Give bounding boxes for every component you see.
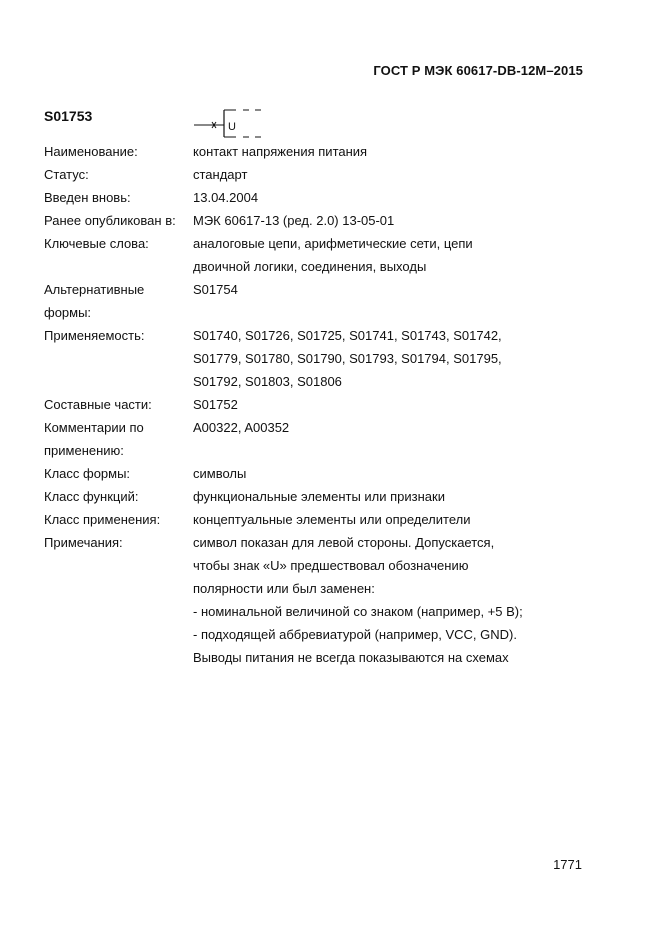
attribute-value-line: символ показан для левой стороны. Допускается, xyxy=(193,535,495,550)
attribute-value xyxy=(193,485,604,508)
attribute-row xyxy=(44,232,604,278)
attribute-row xyxy=(44,278,604,324)
attribute-value xyxy=(193,140,604,163)
attribute-value-line: S01779, S01780, S01790, S01793, S01794, S01795, xyxy=(193,351,502,366)
attribute-row xyxy=(44,324,604,393)
attribute-row xyxy=(44,508,604,531)
attribute-value xyxy=(193,209,604,232)
attribute-value-line: S01754 xyxy=(193,282,238,297)
attribute-value-line: контакт напряжения питания xyxy=(193,144,368,159)
attribute-label xyxy=(44,278,193,324)
attribute-label xyxy=(44,232,193,278)
attribute-label-line: Применяемость: xyxy=(44,328,145,343)
attribute-label xyxy=(44,324,193,393)
attribute-value xyxy=(193,186,604,209)
attribute-value-line: полярности или был заменен: xyxy=(193,581,375,596)
attribute-value xyxy=(193,508,604,531)
attribute-value xyxy=(193,278,604,324)
attribute-value-line: 13.04.2004 xyxy=(193,190,259,205)
attribute-value-line: - номинальной величиной со знаком (например, +5 В); xyxy=(193,604,523,619)
attribute-label xyxy=(44,140,193,163)
attribute-label xyxy=(44,209,193,232)
attribute-value-line: Выводы питания не всегда показываются на схемах xyxy=(193,650,509,665)
attribute-label-line: Ключевые слова: xyxy=(44,236,149,251)
page-number: 1771 xyxy=(553,857,582,872)
attribute-table xyxy=(44,140,604,669)
attribute-label-line: Наименование: xyxy=(44,144,138,159)
attribute-value-line: S01752 xyxy=(193,397,238,412)
attribute-value xyxy=(193,324,604,393)
attribute-value xyxy=(193,232,604,278)
attribute-label xyxy=(44,508,193,531)
symbol-letter: U xyxy=(228,121,236,133)
attribute-label-line: Составные части: xyxy=(44,397,152,412)
attribute-label xyxy=(44,393,193,416)
attribute-label xyxy=(44,186,193,209)
attribute-value-line: чтобы знак «U» предшествовал обозначению xyxy=(193,558,469,573)
attribute-row xyxy=(44,209,604,232)
attribute-label-line: применению: xyxy=(44,443,124,458)
attribute-label-line: Комментарии по xyxy=(44,420,144,435)
document-standard-header: ГОСТ Р МЭК 60617-DB-12М–2015 xyxy=(373,63,583,78)
attribute-row xyxy=(44,393,604,416)
attribute-value-line: функциональные элементы или признаки xyxy=(193,489,445,504)
attribute-label-line: Класс формы: xyxy=(44,466,131,481)
attribute-row xyxy=(44,140,604,163)
attribute-value-line: символы xyxy=(193,466,247,481)
attribute-value xyxy=(193,416,604,462)
attribute-value-line: концептуальные элементы или определители xyxy=(193,512,471,527)
attribute-label xyxy=(44,416,193,462)
attribute-value xyxy=(193,531,604,669)
attribute-label xyxy=(44,462,193,485)
attribute-value-line: S01740, S01726, S01725, S01741, S01743, S01742, xyxy=(193,328,502,343)
attribute-label-line: Класс функций: xyxy=(44,489,139,504)
attribute-value xyxy=(193,163,604,186)
attribute-row xyxy=(44,462,604,485)
attribute-label-line: Статус: xyxy=(44,167,89,182)
attribute-row xyxy=(44,186,604,209)
attribute-value-line: - подходящей аббревиатурой (например, VCC, GND). xyxy=(193,627,517,642)
attribute-label xyxy=(44,531,193,669)
attribute-value xyxy=(193,462,604,485)
attribute-label-line: Ранее опубликован в: xyxy=(44,213,176,228)
attribute-value-line: S01792, S01803, S01806 xyxy=(193,374,342,389)
attribute-row xyxy=(44,416,604,462)
attribute-value-line: стандарт xyxy=(193,167,248,182)
attribute-value-line: двоичной логики, соединения, выходы xyxy=(193,259,427,274)
attribute-label xyxy=(44,163,193,186)
attribute-row xyxy=(44,531,604,669)
attribute-label-line: формы: xyxy=(44,305,92,320)
attribute-value-line: A00322, A00352 xyxy=(193,420,290,435)
attribute-value xyxy=(193,393,604,416)
attribute-label xyxy=(44,485,193,508)
attribute-label-line: Введен вновь: xyxy=(44,190,131,205)
attribute-label-line: Альтернативные xyxy=(44,282,145,297)
attribute-label-line: Класс применения: xyxy=(44,512,161,527)
power-supply-contact-symbol xyxy=(194,107,266,144)
attribute-value-line: МЭК 60617-13 (ред. 2.0) 13-05-01 xyxy=(193,213,395,228)
attribute-row xyxy=(44,485,604,508)
attribute-label-line: Примечания: xyxy=(44,535,123,550)
attribute-row xyxy=(44,163,604,186)
attribute-value-line: аналоговые цепи, арифметические сети, цепи xyxy=(193,236,473,251)
symbol-code: S01753 xyxy=(44,108,93,124)
